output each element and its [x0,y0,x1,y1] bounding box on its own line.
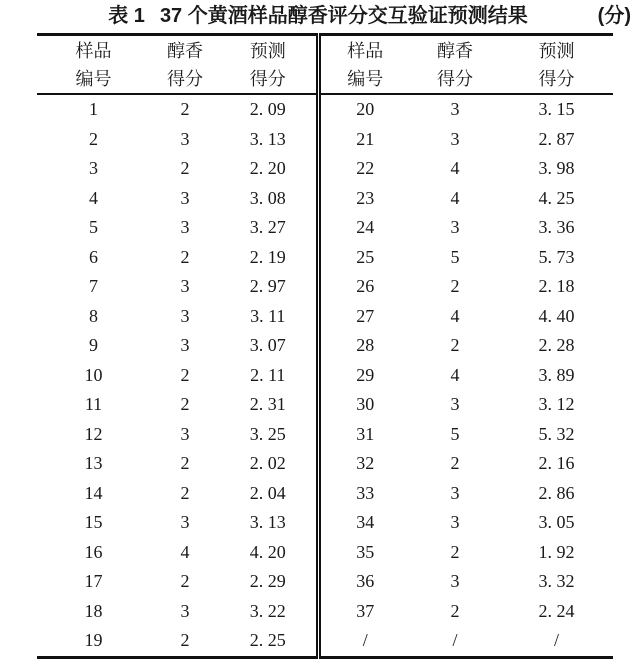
cell-sample-no-left: 15 [84,512,103,532]
cell-aroma-score-left: 3 [180,335,190,355]
header-line2: 得分 [538,68,575,89]
cell-predicted-score-right: 3. 12 [538,394,575,414]
cell-sample-no-left: 9 [89,335,98,355]
cell-sample-no-left: 5 [89,217,98,237]
cell-sample-no-right: 29 [318,361,410,391]
table-row [37,125,613,155]
cell-predicted-score-right: 3. 15 [538,99,575,119]
cell-predicted-score-left: 3. 11 [250,305,286,326]
cell-aroma-score-left: 3 [180,512,190,532]
cell-aroma-score-right: 3 [450,512,460,532]
cell-aroma-score-left: 2 [180,571,190,591]
cell-aroma-score-left: 3 [180,217,190,237]
cell-predicted-score-left: 2. 02 [249,453,286,473]
cell-predicted-score-right: / [553,630,559,650]
cell-predicted-score-left: 3. 07 [249,335,286,355]
cell-aroma-score-left: 3 [180,423,190,444]
cell-sample-no-left: 1 [89,99,98,119]
cell-aroma-score-left: 4 [180,541,190,562]
cell-sample-no-right: 34 [318,508,410,538]
cell-sample-no-right: 23 [318,184,410,214]
cell-sample-no-left: 14 [84,482,103,503]
header-line1: 醇香 [437,40,473,61]
cell-sample-no-right: 22 [318,154,410,184]
header-line1: 样品 [347,40,384,61]
cell-predicted-score-right: 1. 92 [538,541,575,562]
cell-sample-no-right: 25 [318,243,410,273]
cell-aroma-score-right: 2 [450,453,460,473]
table-row [37,302,613,332]
cell-sample-no-right: 35 [318,538,410,568]
cell-sample-no-right: 28 [318,331,410,361]
cell-aroma-score-left: 2 [180,482,190,503]
table-row [37,449,613,479]
cell-aroma-score-left: 3 [180,128,190,149]
cell-sample-no-left: 13 [84,453,103,473]
table-row [37,154,613,184]
cell-predicted-score-left: 3. 13 [249,512,286,532]
table-row [37,479,613,509]
header-aroma-score-left [150,35,220,95]
cell-aroma-score-left: 2 [180,394,190,414]
cell-aroma-score-right: 2 [450,541,460,562]
header-aroma-score-right [410,35,500,95]
table-row [37,243,613,273]
table-row [37,626,613,657]
cell-predicted-score-left: 2. 11 [250,364,286,385]
cell-predicted-score-right: 5. 32 [538,423,575,444]
header-line2: 编号 [75,68,112,89]
cell-aroma-score-left: 3 [180,276,190,296]
cell-aroma-score-left: 2 [180,246,190,267]
cell-predicted-score-left: 2. 19 [249,246,286,267]
cell-aroma-score-right: 2 [450,335,460,355]
cell-predicted-score-right: 3. 36 [538,217,575,237]
cell-sample-no-right: 30 [318,390,410,420]
caption-title: 37 个黄酒样品醇香评分交互验证预测结果 [159,5,528,27]
cell-predicted-score-right: 2. 28 [538,335,575,355]
cell-sample-no-left: 2 [89,128,98,149]
header-row [37,35,613,95]
cell-sample-no-left: 18 [84,600,103,621]
cell-aroma-score-left: 2 [180,158,190,178]
header-line2: 得分 [167,68,203,89]
cell-sample-no-left: 11 [84,394,103,414]
cell-aroma-score-right: 3 [450,571,460,591]
cell-sample-no-left: 16 [84,541,103,562]
table-header [37,35,613,95]
cell-aroma-score-right: 3 [450,99,460,119]
header-predicted-score-left [220,35,318,95]
cell-aroma-score-right: 3 [450,128,460,149]
cell-predicted-score-right: 2. 16 [538,453,575,473]
cell-predicted-score-left: 2. 97 [249,276,286,296]
cell-aroma-score-left: 3 [180,600,190,621]
cell-predicted-score-right: 3. 89 [538,364,575,385]
header-line1: 样品 [75,40,112,61]
header-line2: 得分 [437,68,473,89]
cell-predicted-score-left: 3. 22 [249,600,286,621]
cell-predicted-score-right: 2. 87 [538,128,575,149]
cell-sample-no-left: 8 [89,305,98,326]
table-row [37,597,613,627]
cell-aroma-score-right: 4 [450,364,460,385]
header-predicted-score-right [500,35,613,95]
cell-predicted-score-left: 2. 31 [249,394,286,414]
caption-label: 表 1 [108,5,145,27]
cell-sample-no-left: 7 [89,276,98,296]
table-caption [0,2,636,30]
cell-sample-no-left: 3 [89,158,98,178]
cell-sample-no-right: 36 [318,567,410,597]
table-row [37,567,613,597]
cell-aroma-score-right: 2 [450,276,460,296]
cell-aroma-score-right: 3 [450,482,460,503]
cell-aroma-score-left: 3 [180,187,190,208]
cell-aroma-score-right: 2 [450,600,460,621]
header-line2: 得分 [249,68,286,89]
caption-unit: (分) [597,5,631,27]
cell-predicted-score-left: 2. 29 [249,571,286,591]
header-line1: 预测 [249,40,286,61]
caption-text [0,2,636,30]
table-row [37,94,613,125]
table-row [37,361,613,391]
table-row [37,184,613,214]
cell-sample-no-right: 32 [318,449,410,479]
cell-predicted-score-right: 3. 32 [538,571,575,591]
cell-sample-no-right: 27 [318,302,410,332]
cell-predicted-score-left: 3. 25 [249,423,286,444]
cell-predicted-score-right: 2. 18 [538,276,575,296]
cell-aroma-score-left: 2 [180,364,190,385]
cell-aroma-score-right: 4 [450,305,460,326]
cell-aroma-score-right: 4 [450,158,460,178]
header-sample-no-right [318,35,410,95]
cell-predicted-score-left: 4. 20 [249,541,286,562]
cell-predicted-score-right: 2. 24 [538,600,575,621]
table-row [37,508,613,538]
cell-aroma-score-left: 2 [180,630,190,650]
cell-sample-no-right: 20 [318,94,410,125]
header-line1: 预测 [538,40,575,61]
cell-predicted-score-left: 3. 13 [249,128,286,149]
cell-aroma-score-right: 4 [450,187,460,208]
cell-predicted-score-left: 3. 08 [249,187,286,208]
cell-sample-no-right: 24 [318,213,410,243]
table-body [37,94,613,657]
cell-sample-no-right: 21 [318,125,410,155]
cell-predicted-score-left: 2. 20 [249,158,286,178]
cell-aroma-score-left: 3 [180,305,190,326]
cell-sample-no-left: 19 [84,630,103,650]
cell-sample-no-left: 12 [84,423,103,444]
header-line2: 编号 [347,68,384,89]
cell-sample-no-right: 33 [318,479,410,509]
cell-sample-no-right: / [318,626,410,657]
cell-sample-no-left: 10 [84,364,103,385]
cell-predicted-score-right: 3. 05 [538,512,575,532]
cell-aroma-score-right: 5 [450,246,460,267]
cell-aroma-score-right: 3 [450,394,460,414]
cell-predicted-score-right: 4. 25 [538,187,575,208]
cell-aroma-score-right: 3 [450,217,460,237]
cell-aroma-score-right: / [452,630,458,650]
table-row [37,420,613,450]
results-table [37,33,613,659]
cell-predicted-score-right: 5. 73 [538,246,575,267]
cell-predicted-score-right: 2. 86 [538,482,575,503]
cell-sample-no-right: 37 [318,597,410,627]
table-row [37,213,613,243]
table-row [37,331,613,361]
header-line1: 醇香 [167,40,203,61]
cell-aroma-score-left: 2 [180,99,190,119]
cell-predicted-score-right: 4. 40 [538,305,575,326]
cell-predicted-score-left: 2. 09 [249,99,286,119]
cell-aroma-score-right: 5 [450,423,460,444]
cell-sample-no-right: 31 [318,420,410,450]
cell-predicted-score-left: 2. 04 [249,482,286,503]
cell-predicted-score-left: 2. 25 [249,630,286,650]
cell-predicted-score-right: 3. 98 [538,158,575,178]
cell-aroma-score-left: 2 [180,453,190,473]
cell-sample-no-left: 4 [89,187,98,208]
cell-predicted-score-left: 3. 27 [249,217,286,237]
table-row [37,272,613,302]
cell-sample-no-right: 26 [318,272,410,302]
table-row [37,390,613,420]
cell-sample-no-left: 17 [84,571,103,591]
header-sample-no-left [37,35,150,95]
table-row [37,538,613,568]
cell-sample-no-left: 6 [89,246,98,267]
